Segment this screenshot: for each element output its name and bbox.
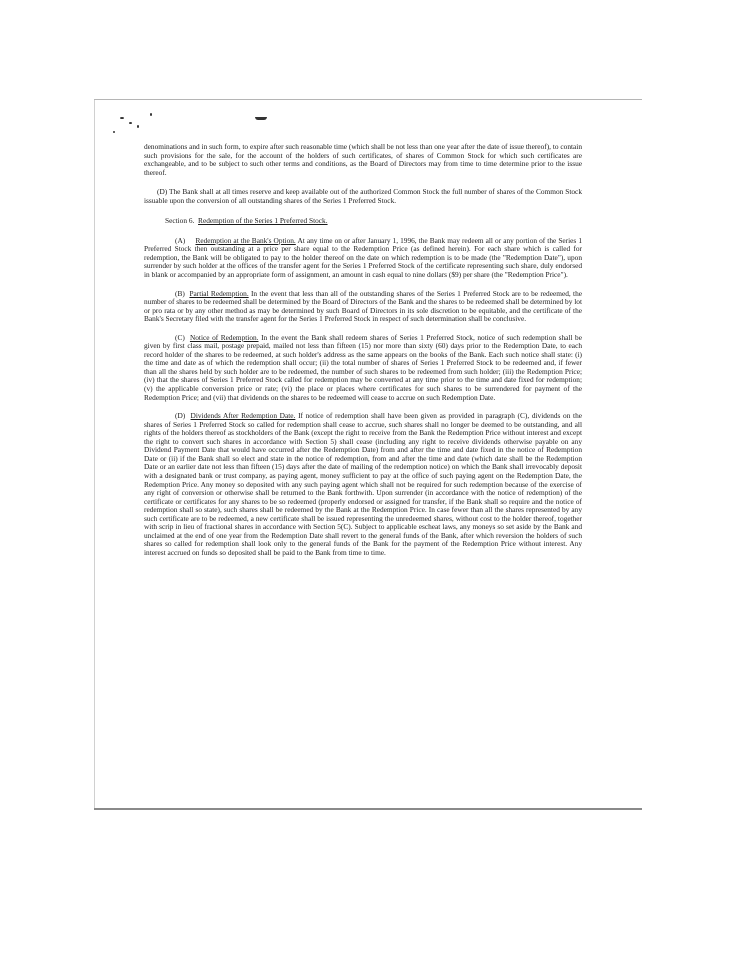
scan-edge-top <box>94 99 642 100</box>
subsection-label: (A) <box>175 235 186 245</box>
document-body <box>144 143 582 567</box>
scan-speck <box>255 117 267 120</box>
paragraph-reserve-common-stock: (D) The Bank shall at all times reserve and keep available out of the authorized Common Stock the full number of shares of the Common Stock issuable upon the conversion of all outstanding shares of the Series 1 Preferred Stock. <box>144 187 582 205</box>
section-number: Section 6. <box>165 216 195 226</box>
scan-speck <box>113 131 115 133</box>
subsection-a <box>144 237 582 280</box>
subsection-d <box>144 412 582 557</box>
scan-speck <box>137 125 139 128</box>
scan-speck <box>150 113 152 116</box>
subsection-heading: Dividends After Redemption Date. <box>190 411 296 421</box>
subsection-heading: Notice of Redemption. <box>189 332 259 342</box>
subsection-label: (B) <box>175 288 185 298</box>
scan-speck <box>129 122 132 124</box>
scan-speck <box>120 117 124 119</box>
subsection-c <box>144 334 582 402</box>
section-title: Redemption of the Series 1 Preferred Stock. <box>198 216 328 226</box>
subsection-text: In the event that less than all of the outstanding shares of the Series 1 Preferred Stock are to be redeemed, the number of shares to be redeemed shall be determined by the Board of Directors of the Bank and the shares to be redeemed shall be determined by lot or pro rata or by any other method as may be determined by such Board of Directors in its sole discretion to be equitable, and the certificate of the Bank's Secretary filed with the transfer agent for the Series 1 Preferred Stock in respect of such determination shall be conclusive. <box>144 288 583 324</box>
subsection-text: At any time on or after January 1, 1996, the Bank may redeem all or any portion of the Series 1 Preferred Stock then outstanding at a price per share equal to the Redemption Price (as defined herein). For each share which is called for redemption, the Bank will be obligated to pay to the holder thereof on the date on which redemption is to be made (the "Redemption Date"), upon surrender by such holder at the offices of the transfer agent for the Series 1 Preferred Stock of the certificate representing such share, duly endorsed in blank or accompanied by an appropriate form of assignment, an amount in cash equal to nine dollars ($9) per share (the "Redemption Price"). <box>144 235 582 280</box>
scan-edge-left <box>94 100 95 808</box>
subsection-label: (C) <box>175 332 185 342</box>
subsection-heading: Redemption at the Bank's Option. <box>195 235 296 245</box>
subsection-text: If notice of redemption shall have been given as provided in paragraph (C), dividends on the shares of Series 1 Preferred Stock so called for redemption shall cease to accrue, such shares shall no longer be deemed to be outstanding, and all rights of the holders thereof as stockholders of the Bank (except the right to receive from the Bank the Redemption Price without interest and except the right to convert such shares in accordance with Section 5) shall cease (including any right to receive dividends otherwise payable on any Dividend Payment Date that would have occurred after the Redemption Date) from and after the time and date fixed in the notice of Redemption Date or (ii) if the Bank shall so elect and state in the notice of redemption, from and after the time and date (which date shall be the Redemption Date or an earlier date not less than fifteen (15) days after the date of mailing of the redemption notice) on which the Bank shall irrevocably deposit with a designated bank or trust company, as paying agent, money sufficient to pay at the office of such paying agent on the Redemption Date, the Redemption Price. Any money so deposited with any such paying agent which shall not be required for such redemption because of the exercise of any right of conversion or otherwise shall be returned to the Bank forthwith. Upon surrender (in accordance with the notice of redemption) of the certificate or certificates for any shares to be so redeemed (properly endorsed or assigned for transfer, if the Bank shall so require and the notice of redemption shall so state), such shares shall be redeemed by the Bank at the Redemption Price. In case fewer than all the shares represented by any such certificate are to be redeemed, a new certificate shall be issued representing the unredeemed shares, without cost to the holder thereof, together with scrip in lieu of fractional shares in accordance with Section 5(C). Subject to applicable escheat laws, any moneys so set aside by the Bank and unclaimed at the end of one year from the Redemption Date shall revert to the general funds of the Bank, after which reversion the holders of such shares so called for redemption shall look only to the general funds of the Bank for the payment of the Redemption Price without interest. Any interest accrued on funds so deposited shall be paid to the Bank from time to time. <box>144 411 583 557</box>
subsection-heading: Partial Redemption. <box>189 288 249 298</box>
section-heading <box>144 217 582 226</box>
paragraph-continued: denominations and in such form, to expire after such reasonable time (which shall be not less than one year after the date of issue thereof), to contain such provisions for the sale, for the account of the holders of such certificates, of shares of Common Stock for which such certificates are exchangeable, and to be subject to such other terms and conditions, as the Board of Directors may from time to time determine prior to the issue thereof. <box>144 142 582 177</box>
scan-edge-bottom <box>94 808 642 810</box>
subsection-label: (D) <box>175 411 186 421</box>
subsection-b <box>144 290 582 324</box>
subsection-text: In the event the Bank shall redeem shares of Series 1 Preferred Stock, notice of such redemption shall be given by first class mail, postage prepaid, mailed not less than fifteen (15) nor more than sixty (60) days prior to the Redemption Date, to each record holder of the shares to be redeemed, at such holder's address as the same appears on the books of the Bank. Each such notice shall state: (i) the time and date as of which the redemption shall occur; (ii) the total number of shares of Series 1 Preferred Stock to be redeemed and, if fewer than all the shares held by such holder are to be redeemed, the number of such shares to be redeemed from such holder; (iii) the Redemption Price; (iv) that the shares of Series 1 Preferred Stock called for redemption may be converted at any time prior to the time and date fixed for redemption; (v) the applicable conversion price or rate; (vi) the place or places where certificates for such shares to be surrendered for payment of the Redemption Price; and (vii) that dividends on the shares to be redeemed will cease to accrue on such Redemption Date. <box>144 332 582 402</box>
